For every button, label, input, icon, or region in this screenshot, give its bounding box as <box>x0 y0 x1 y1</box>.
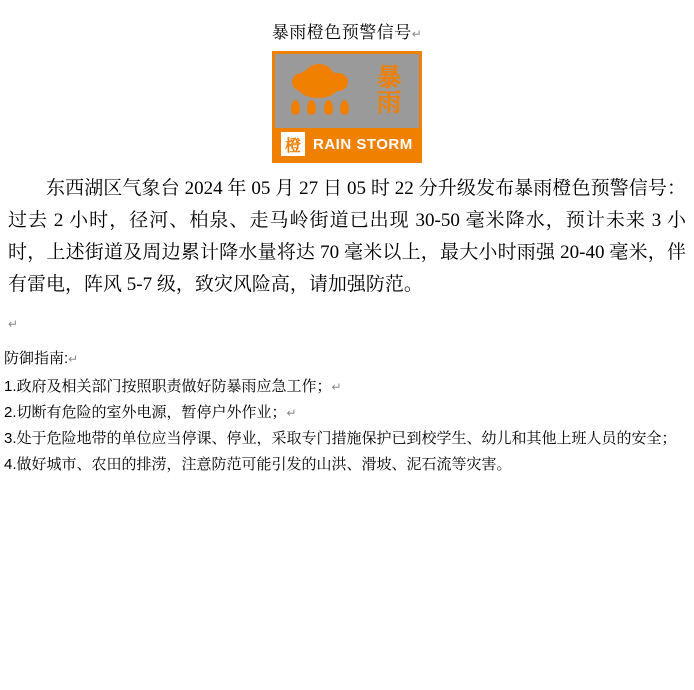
guide-heading-text: 防御指南: <box>4 350 69 367</box>
paragraph-mark: ↵ <box>411 27 423 41</box>
sign-level-badge: 橙 <box>281 132 305 156</box>
sign-upper-panel <box>275 54 419 128</box>
list-item-text: 3.处于危险地带的单位应当停课、停业，采取专门措施保护已到校学生、幼儿和其他上班人员的安全； <box>4 430 677 447</box>
sign-english-label: RAIN STORM <box>313 135 413 153</box>
blank-line-mark <box>8 309 686 339</box>
sign-pictogram <box>275 54 363 128</box>
sign-lower-panel <box>275 128 419 160</box>
paragraph-mark: ↵ <box>331 380 342 394</box>
page-title <box>0 18 694 43</box>
list-item-text: 4.做好城市、农田的排涝，注意防范可能引发的山洪、滑坡、泥石流等灾害。 <box>4 456 512 473</box>
list-item <box>4 452 690 478</box>
list-item-text: 2.切断有危险的室外电源，暂停户外作业； <box>4 404 287 421</box>
list-item <box>4 426 690 452</box>
paragraph-mark: ↵ <box>8 317 19 331</box>
sign-label-line-2: 雨 <box>376 89 402 117</box>
paragraph-mark: ↵ <box>68 352 79 366</box>
rainstorm-orange-warning-sign <box>272 51 422 163</box>
list-item <box>4 374 690 400</box>
document-page <box>0 18 694 690</box>
main-paragraph: 东西湖区气象台 2024 年 05 月 27 日 05 时 22 分升级发布暴雨橙色预警信号：过去 2 小时，径河、柏泉、走马岭街道已出现 30-50 毫米降水，预计未来 3 小时，上述街道及周边累计降水量将达 70 毫米以上，最大小时雨强 20-40 毫米，伴有雷电，阵风 5-7 级，致灾风险高，请加强防范。 <box>8 178 686 295</box>
guide-list <box>4 374 690 478</box>
rain-cloud-icon <box>288 64 350 98</box>
guide-heading <box>4 347 690 368</box>
warning-sign-figure <box>0 51 694 163</box>
sign-chinese-label <box>363 54 419 128</box>
list-item <box>4 400 690 426</box>
list-item-text: 1.政府及相关部门按照职责做好防暴雨应急工作； <box>4 378 332 395</box>
rain-drops-icon <box>291 100 349 118</box>
sign-label-line-1: 暴 <box>376 63 402 92</box>
page-title-text: 暴雨橙色预警信号 <box>271 23 412 42</box>
paragraph-mark: ↵ <box>286 406 297 420</box>
